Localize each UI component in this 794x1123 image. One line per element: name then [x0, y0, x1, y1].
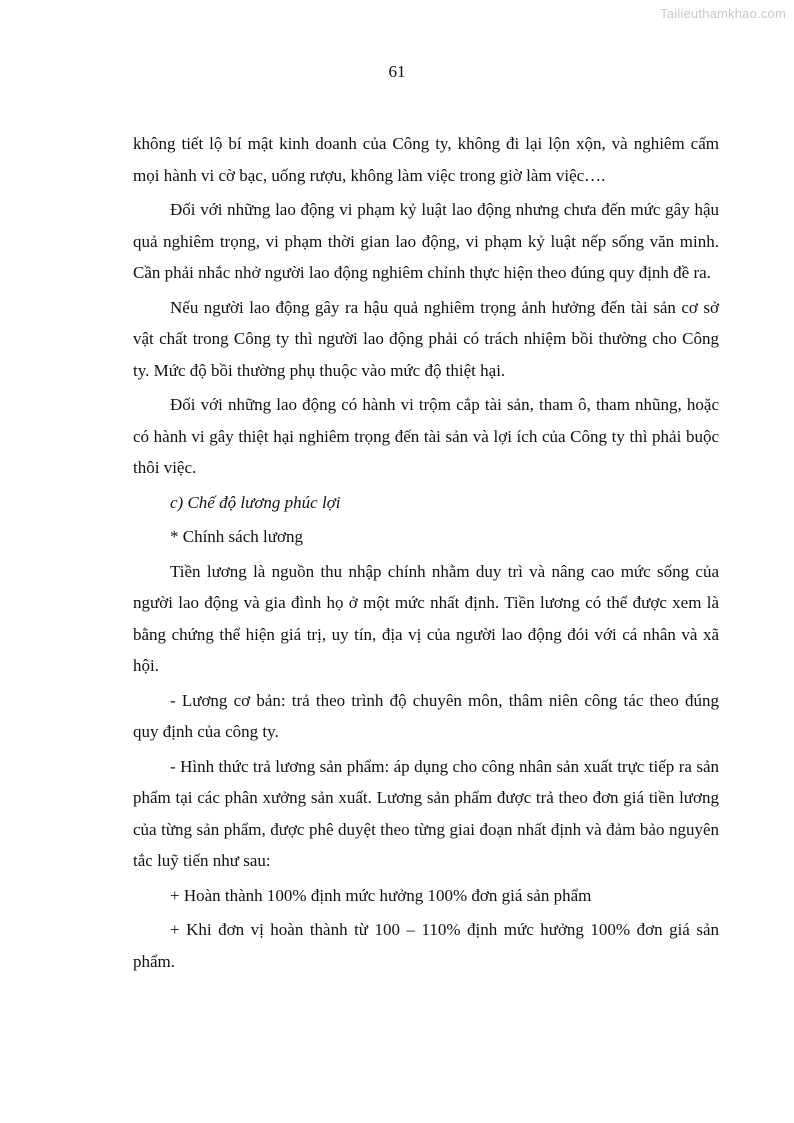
paragraph-dismissal: Đối với những lao động có hành vi trộm cắp tài sản, tham ô, tham nhũng, hoặc có hành vi gây thiệt hại nghiêm trọng đến tài sản và lợi ích của Công ty thì phải buộc thôi việc.: [133, 395, 719, 477]
section-heading-salary-welfare: c) Chế độ lương phúc lợi: [170, 492, 341, 512]
document-body: [133, 128, 719, 980]
page-number: 61: [388, 62, 406, 81]
list-item-100-percent: + Hoàn thành 100% định mức hưởng 100% đơn giá sản phẩm: [170, 885, 592, 905]
paragraph-salary-definition: Tiền lương là nguồn thu nhập chính nhằm duy trì và nâng cao mức sống của người lao động và gia đình họ ở một mức nhất định. Tiền lương có thể được xem là bằng chứng thể hiện giá trị, uy tín, địa vị của người lao động đói với cá nhân và xã hội.: [133, 561, 719, 675]
paragraph-compensation: Nếu người lao động gây ra hậu quả nghiêm trọng ảnh hưởng đến tài sản cơ sở vật chất trong Công ty thì người lao động phải có trách nhiệm bồi thường cho Công ty. Mức độ bồi thường phụ thuộc vào mức độ thiệt hại.: [133, 297, 719, 380]
paragraph-discipline-rules: không tiết lộ bí mật kinh doanh của Công ty, không đi lại lộn xộn, và nghiêm cấm mọi hành vi cờ bạc, uống rượu, không làm việc trong giờ làm việc….: [133, 134, 719, 185]
paragraph-minor-violations: Đối với những lao động vi phạm kỷ luật lao động nhưng chưa đến mức gây hậu quả nghiêm trọng, vi phạm thời gian lao động, vi phạm kỷ luật nếp sống văn minh. Cần phải nhắc nhở người lao động nghiêm chỉnh thực hiện theo đúng quy định đề ra.: [133, 200, 719, 282]
list-item-100-110-percent: + Khi đơn vị hoàn thành từ 100 – 110% định mức hưởng 100% đơn giá sản phẩm.: [133, 920, 719, 971]
list-item-product-salary: - Hình thức trả lương sản phẩm: áp dụng cho công nhân sản xuất trực tiếp ra sản phẩm tại các phân xưởng sản xuất. Lương sản phẩm được trả theo đơn giá tiền lương của từng sản phẩm, được phê duyệt theo từng giai đoạn nhất định và đảm bảo nguyên tắc luỹ tiến như sau:: [133, 756, 719, 870]
watermark: Tailieuthamkhao.com: [660, 6, 786, 21]
list-item-base-salary: - Lương cơ bản: trả theo trình độ chuyên môn, thâm niên công tác theo đúng quy định của công ty.: [133, 690, 719, 741]
subheading-salary-policy: * Chính sách lương: [170, 527, 303, 546]
